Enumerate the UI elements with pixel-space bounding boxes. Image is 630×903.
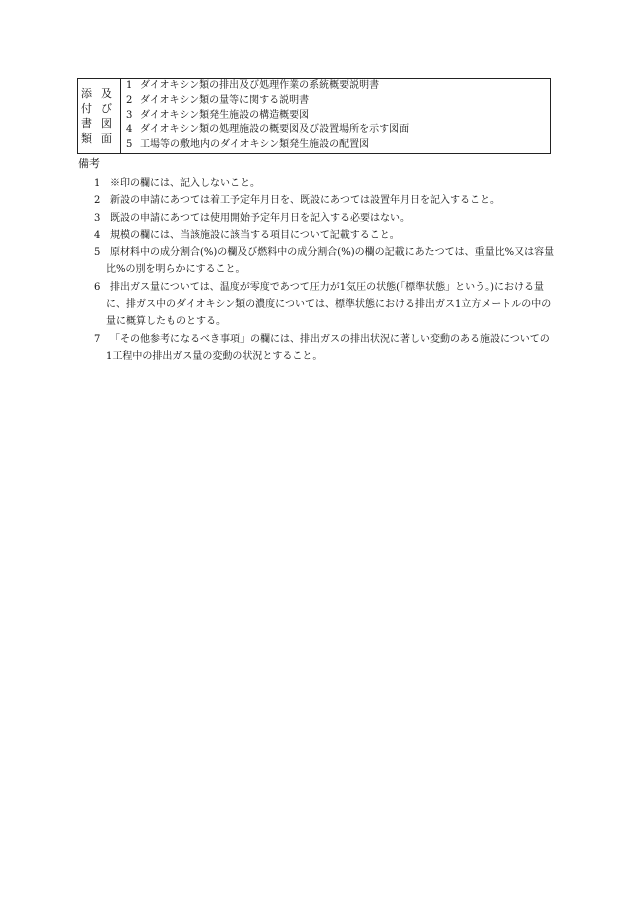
attachment-item: 3 ダイオキシン類発生施設の構造概要図 xyxy=(126,109,310,121)
remark-note: 1 ※印の欄には、記入しないこと。 xyxy=(94,178,260,189)
attachment-item: 4 ダイオキシン類の処理施設の概要図及び設置場所を示す図面 xyxy=(126,124,410,136)
remarks-notes xyxy=(94,175,556,365)
remark-note: 6 排出ガス量については、温度が零度であつて圧力が1気圧の状態(「標準状態」という。)における量に、排ガス中のダイオキシン類の濃度については、標準状態における排出ガス1立方メートルの中の量に概算したものとする。 xyxy=(94,281,552,328)
remark-note: 2 新設の申請にあつては着工予定年月日を、既設にあつては設置年月日を記入すること。 xyxy=(94,195,500,207)
remark-note: 5 原材料中の成分割合(%)の欄及び燃料中の成分割合(%)の欄の記載にあたつては、重量比%又は容量比%の別を明らかにすること。 xyxy=(94,247,555,276)
attachments-label xyxy=(78,79,121,153)
attachments-label-row: 付 び xyxy=(81,102,112,115)
remark-note: 4 規模の欄には、当該施設に該当する項目について記載すること。 xyxy=(94,229,400,241)
attachments-label-row: 書 図 xyxy=(81,117,112,130)
attachment-item: 1 ダイオキシン類の排出及び処理作業の系統概要説明書 xyxy=(126,80,380,91)
remark-note: 7 「その他参考になるべき事項」の欄には、排出ガスの排出状況に著しい変動のある施設についての1工程中の排出ガス量の変動の状況とすること。 xyxy=(94,333,550,362)
attachments-label-row: 類 面 xyxy=(81,132,112,145)
attachment-item: 2 ダイオキシン類の量等に関する説明書 xyxy=(126,94,310,106)
attachments-label-row: 添 及 xyxy=(81,87,112,100)
attachments-table xyxy=(77,78,551,154)
remarks-heading: 備考 xyxy=(78,157,100,170)
attachments-list xyxy=(121,79,550,153)
attachment-item: 5 工場等の敷地内のダイオキシン類発生施設の配置図 xyxy=(126,139,370,151)
remark-note: 3 既設の申請にあつては使用開始予定年月日を記入する必要はない。 xyxy=(94,212,410,224)
